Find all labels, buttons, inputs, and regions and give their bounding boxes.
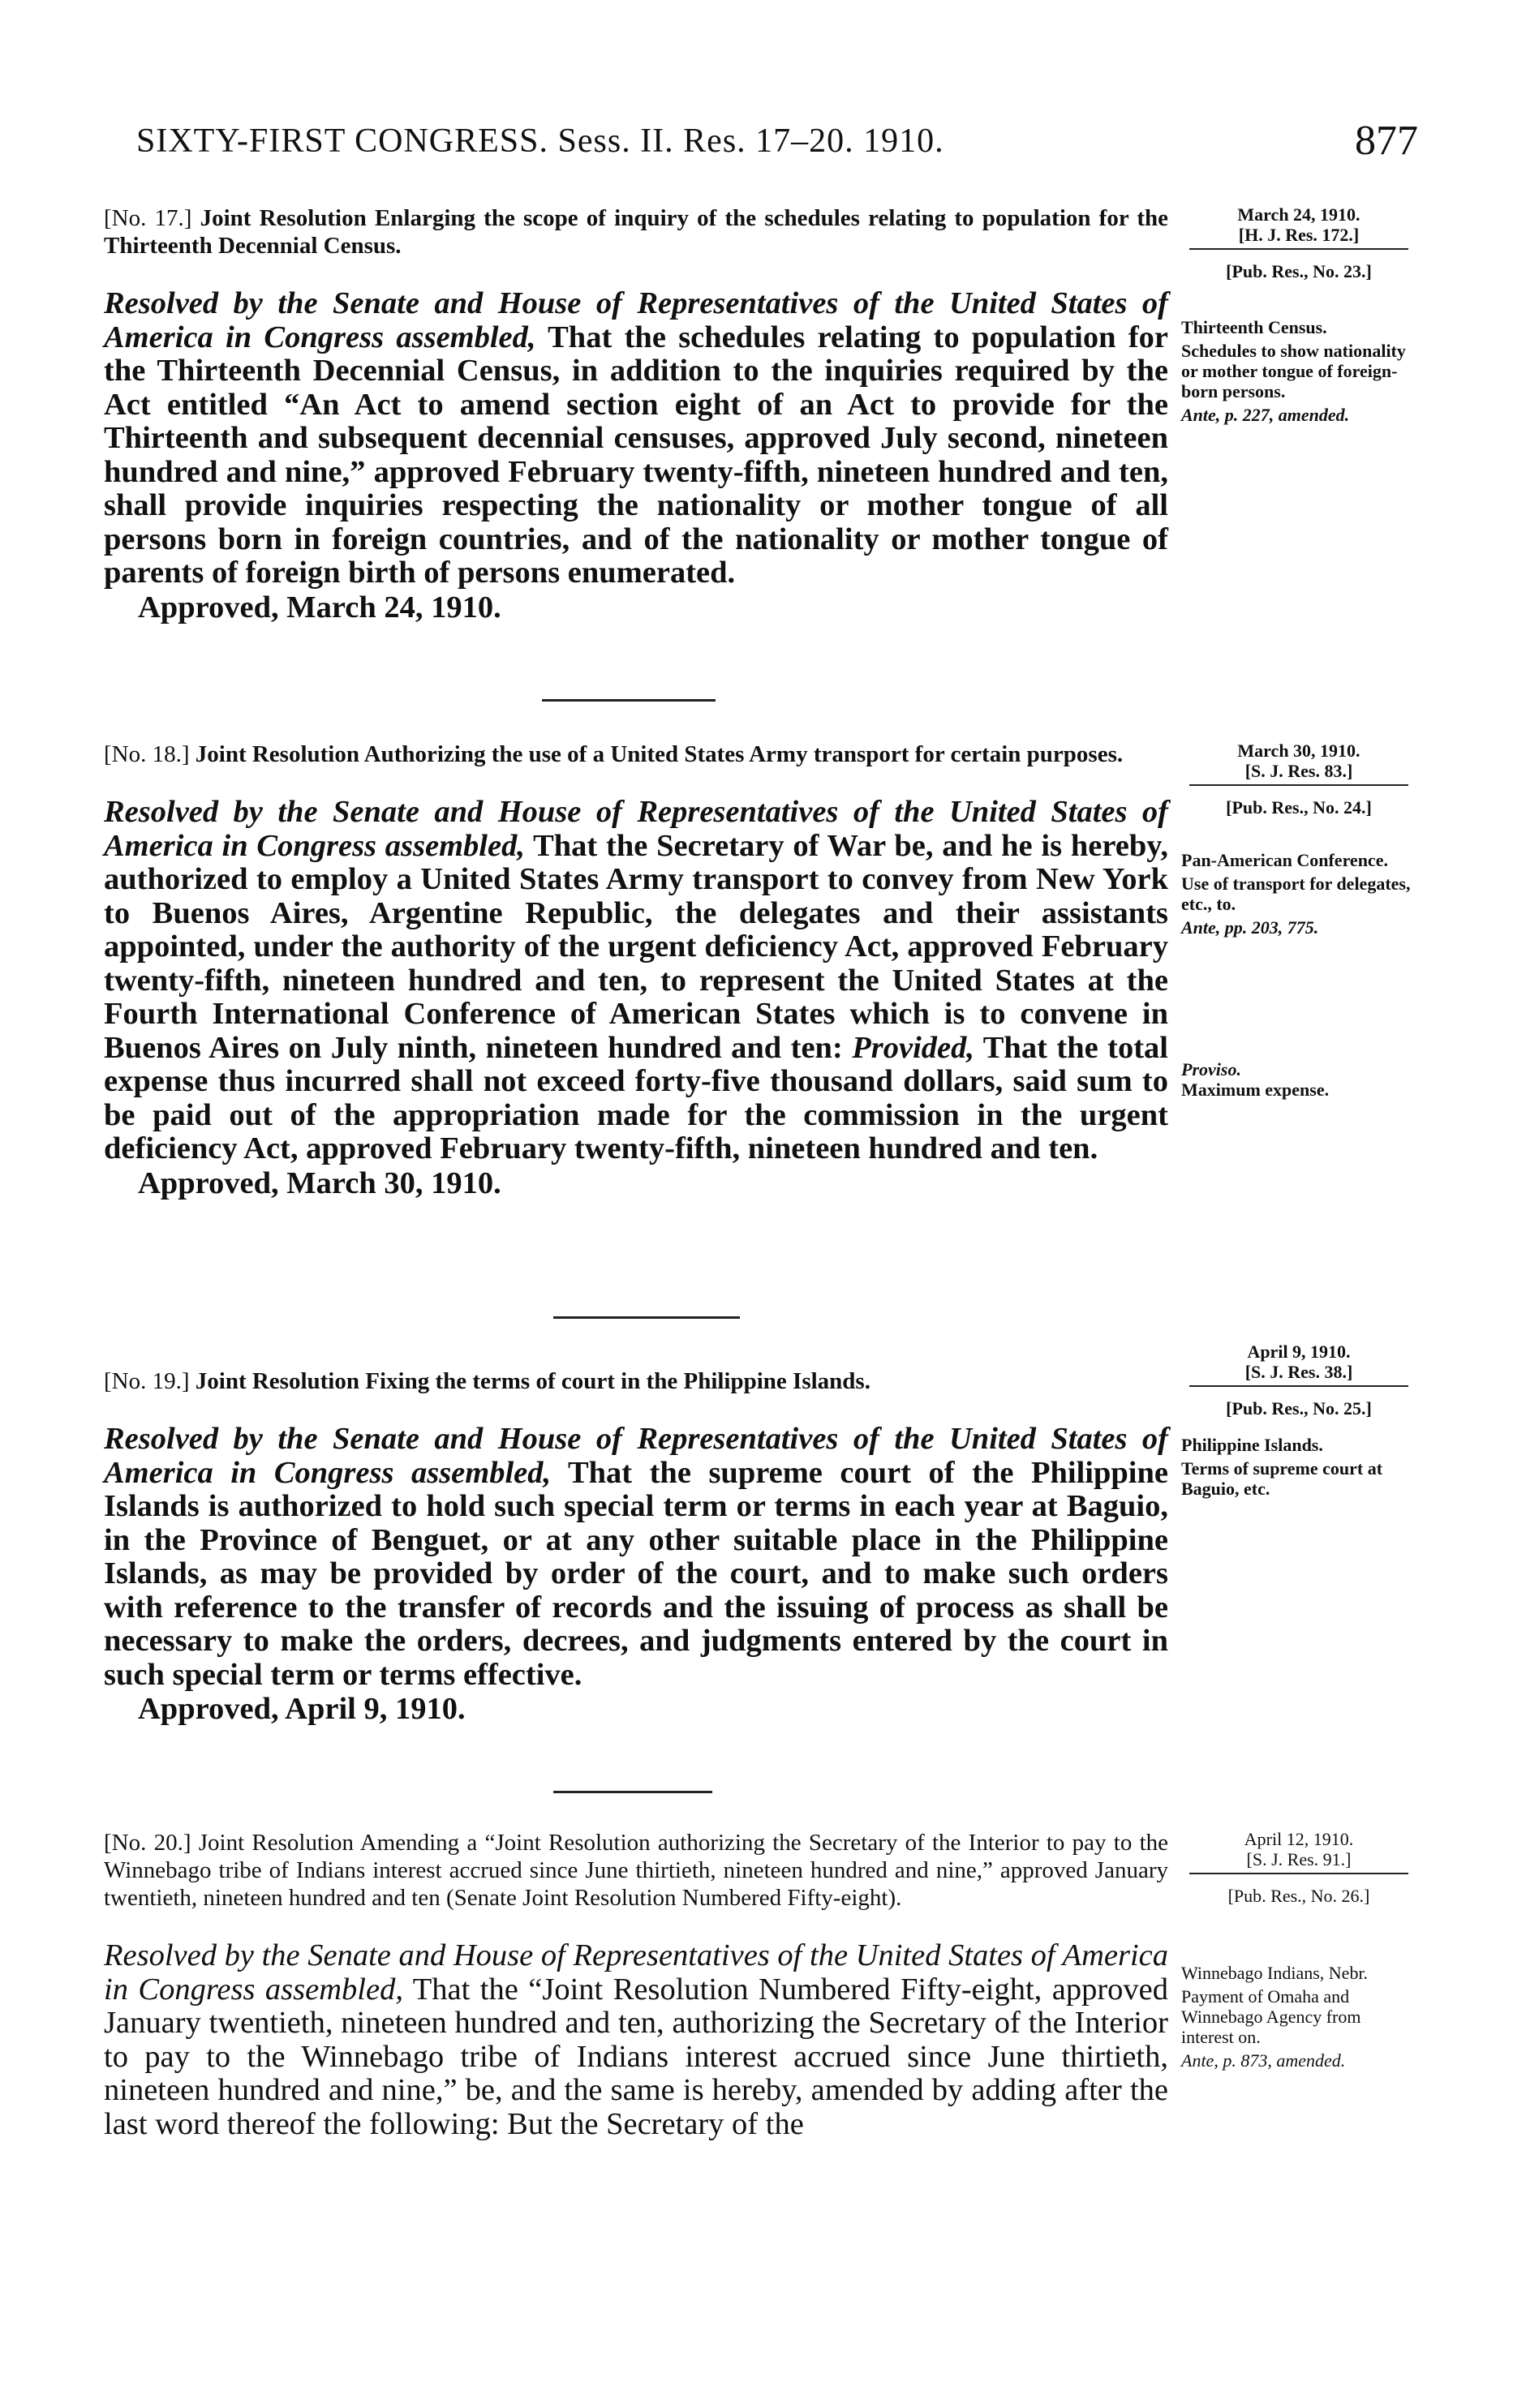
margin-note: Schedules to show nationality or mother tongue of foreign-born persons. xyxy=(1181,341,1406,401)
margin-note: Pan-American Conference. xyxy=(1181,850,1388,870)
margin-note: Ante, pp. 203, 775. xyxy=(1181,917,1319,938)
enacting-formula: Resolved by the Senate and House of Representatives of the United States of America in Congress assembled, xyxy=(104,1422,1168,1490)
resolution-number: [No. 20.] xyxy=(104,1830,191,1856)
bill-number: [S. J. Res. 38.] xyxy=(1189,1362,1408,1387)
caption-text: Joint Resolution Fixing the terms of court in the Philippine Islands. xyxy=(195,1368,870,1394)
resolution-caption xyxy=(104,740,1168,768)
margin-notes xyxy=(1181,1829,1416,2071)
public-resolution-number: [Pub. Res., No. 24.] xyxy=(1226,797,1372,818)
approval-date: April 9, 1910. xyxy=(1247,1341,1351,1362)
public-resolution-number: [Pub. Res., No. 23.] xyxy=(1226,261,1372,281)
approval-date: April 12, 1910. xyxy=(1244,1829,1354,1849)
body-text: That the Secretary of War be, and he is hereby, authorized to employ a United States Army transport to convey from New York to Buenos Aires, Argentine Republic, the delegates and their assistants appointed, under the authority of the urgent deficiency Act, approved February twenty-fifth, nineteen hundred and ten, to represent the United States at the Fourth International Conference of American States which is to convene in Buenos Aires on July ninth, nineteen hundred and ten: xyxy=(104,828,1168,1065)
enacting-formula: Resolved by the Senate and House of Representatives of the United States of America in Congress assembled, xyxy=(104,1938,1168,2007)
margin-note: Proviso. xyxy=(1181,1059,1241,1080)
running-head-title: SIXTY-FIRST CONGRESS. Sess. II. Res. 17–20. 1910. xyxy=(136,122,944,160)
margin-note: Use of transport for delegates, etc., to. xyxy=(1181,873,1411,914)
bill-number: [S. J. Res. 83.] xyxy=(1189,761,1408,786)
approved-line: Approved, April 9, 1910. xyxy=(138,1692,466,1726)
resolution-body xyxy=(104,287,1168,590)
resolution-number: [No. 17.] xyxy=(104,205,192,231)
resolution-caption xyxy=(104,1829,1168,1912)
approval-date: March 24, 1910. xyxy=(1237,204,1360,225)
margin-notes xyxy=(1181,204,1416,425)
margin-notes xyxy=(1181,1341,1416,1499)
approved-line: Approved, March 24, 1910. xyxy=(138,590,501,625)
enacting-formula: Resolved by the Senate and House of Representatives of the United States of America in Congress assembled, xyxy=(104,286,1168,354)
approved-line: Approved, March 30, 1910. xyxy=(138,1165,501,1200)
page-number: 877 xyxy=(1355,118,1418,164)
resolution-body xyxy=(104,796,1168,1166)
resolution-number: [No. 18.] xyxy=(104,741,190,767)
resolution-caption xyxy=(104,204,1168,260)
bill-number: [H. J. Res. 172.] xyxy=(1189,225,1408,250)
body-text: That the total expense thus incurred shall not exceed forty-five thousand dollars, said sum to be paid out of the appropriation made for the commission in the urgent deficiency Act, approved February twenty-fifth, nineteen hundred and ten. xyxy=(104,1030,1168,1165)
body-text: That the schedules relating to population for the Thirteenth Decennial Census, in addition to the inquiries required by the Act entitled “An Act to amend section eight of an Act to provide for the Thirteenth and subsequent decennial censuses, approved July second, nineteen hundred and nine,” approved February twenty-fifth, nineteen hundred and ten, shall provide inquiries respecting the nationality or mother tongue of all persons born in foreign countries, and of the nationality or mother tongue of parents of foreign birth of persons enumerated. xyxy=(104,320,1168,590)
resolution-body xyxy=(104,1939,1168,2141)
bill-number: [S. J. Res. 91.] xyxy=(1189,1849,1408,1874)
running-head xyxy=(136,118,1418,170)
resolution-caption xyxy=(104,1363,1168,1395)
margin-note: Ante, p. 873, amended. xyxy=(1181,2050,1346,2071)
section-divider xyxy=(553,1316,740,1319)
public-resolution-number: [Pub. Res., No. 25.] xyxy=(1226,1398,1372,1419)
margin-note: Philippine Islands. xyxy=(1181,1435,1323,1455)
caption-text: Joint Resolution Amending a “Joint Resolution authorizing the Secretary of the Interior to pay to the Winnebago tribe of Indians interest accrued since June thirtieth, nineteen hundred and nine,” approved January twentieth, nineteen hundred and ten (Senate Joint Resolution Numbered Fifty-eight). xyxy=(104,1830,1168,1911)
margin-notes xyxy=(1181,740,1416,1100)
margin-note: Terms of supreme court at Baguio, etc. xyxy=(1181,1458,1383,1499)
approval-date: March 30, 1910. xyxy=(1237,740,1360,761)
body-text: That the supreme court of the Philippine Islands is authorized to hold such special term or terms in each year at Baguio, in the Province of Benguet, or at any other suitable place in the Philippine Islands, as may be provided by order of the court, and to make such orders with reference to the transfer of records and the issuing of process as shall be necessary to make the orders, decrees, and judgments entered by the court in such special term or terms effective. xyxy=(104,1455,1168,1692)
margin-note: Thirteenth Census. xyxy=(1181,317,1327,337)
margin-note: Winnebago Indians, Nebr. xyxy=(1181,1963,1369,1983)
body-text: That the “Joint Resolution Numbered Fifty-eight, approved January twentieth, nineteen hundred and ten, authorizing the Secretary of the Interior to pay to the Winnebago tribe of Indians interest accrued since June thirtieth, nineteen hundred and nine,” be, and the same is hereby, amended by adding after the last word thereof the following: But the Secretary of the xyxy=(104,1972,1169,2141)
section-divider xyxy=(542,699,716,702)
section-divider xyxy=(553,1791,712,1793)
resolution-number: [No. 19.] xyxy=(104,1368,190,1394)
proviso-word: Provided, xyxy=(852,1030,974,1065)
caption-text: Joint Resolution Authorizing the use of a United States Army transport for certain purposes. xyxy=(195,741,1124,767)
caption-text: Joint Resolution Enlarging the scope of inquiry of the schedules relating to population for the Thirteenth Decennial Census. xyxy=(104,205,1168,259)
margin-note: Payment of Omaha and Winnebago Agency from interest on. xyxy=(1181,1986,1361,2047)
resolution-body xyxy=(104,1423,1168,1692)
enacting-formula: Resolved by the Senate and House of Representatives of the United States of America in Congress assembled, xyxy=(104,795,1168,863)
margin-note: Maximum expense. xyxy=(1181,1080,1330,1100)
public-resolution-number: [Pub. Res., No. 26.] xyxy=(1227,1886,1370,1906)
margin-note: Ante, p. 227, amended. xyxy=(1181,405,1350,425)
